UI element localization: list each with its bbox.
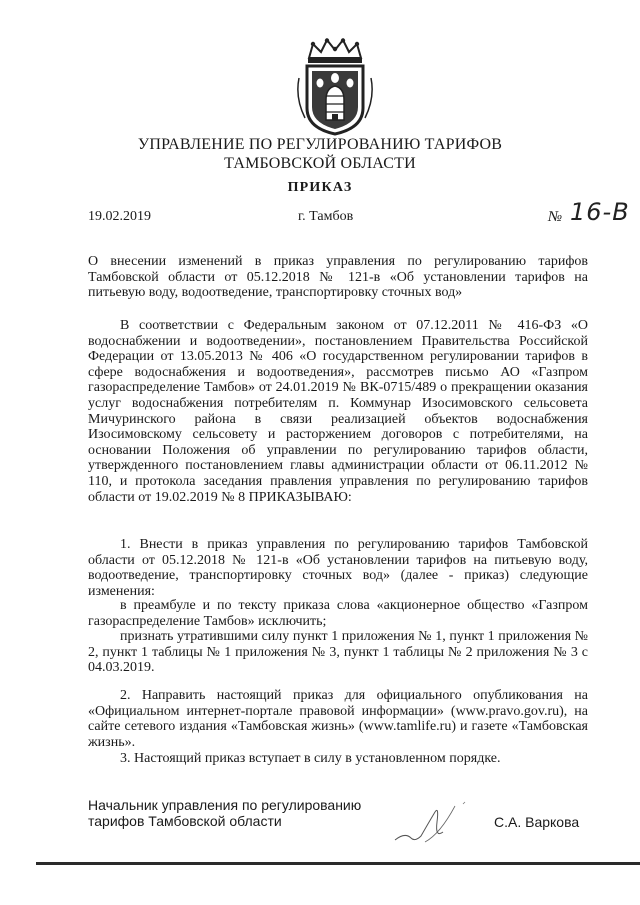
- handwritten-signature: [385, 792, 485, 852]
- preamble-paragraph: В соответствии с Федеральным законом от 07.12.2011 № 416-ФЗ «О водоснабжении и водоотведении», постановлением Правительства Российской Федерации от 13.05.2013 № 406 «О государственном регулировании тарифов в сфере водоснабжения и водоотведения», рассмотрев письмо АО «Газпром газораспределение Тамбов» от 24.01.2019 № ВК-0715/489 о прекращении оказания услуг водоснабжения потребителям п. Коммунар Изосимовского сельсовета Мичуринского района в связи реализацией объектов водоснабжения Изосимовскому сельсовету и расторжением договоров с потребителями, на основании Положения об управлении по регулированию тарифов области, утвержденного постановлением главы администрации области от 06.11.2012 № 110, и протокола заседания правления управления по регулированию тарифов области от 19.02.2019 № 8 ПРИКАЗЫВАЮ:: [88, 318, 588, 505]
- organization-name-line2: ТАМБОВСКОЙ ОБЛАСТИ: [224, 155, 416, 172]
- signatory-position-line1: Начальник управления по регулированию: [88, 797, 362, 813]
- document-subject: О внесении изменений в приказ управления по регулированию тарифов Тамбовской области от 05.12.2018 № 121-в «Об установлении тарифов на питьевую воду, водоотведение, транспортировку сточных вод»: [88, 254, 588, 301]
- document-date: 19.02.2019: [88, 209, 151, 224]
- order-item-2: 2. Направить настоящий приказ для официального опубликования на «Официальном интернет-портале правовой информации» (www.pravo.gov.ru), на сайте сетевого издания «Тамбовская жизнь» (www.tamlife.ru) и газете «Тамбовская жизнь».: [88, 688, 588, 750]
- coat-of-arms-emblem: [295, 38, 375, 136]
- order-item-1: 1. Внести в приказ управления по регулированию тарифов Тамбовской области от 05.12.2018 № 121-в «Об установлении тарифов на питьевую воду, водоотведение, транспортировку сточных вод» (далее - приказ) следующие изменения:: [88, 537, 588, 599]
- page-bottom-rule: [36, 862, 640, 865]
- order-item-1a: в преамбуле и по тексту приказа слова «акционерное общество «Газпром газораспределение Тамбов» исключить;: [88, 598, 588, 629]
- document-number-handwritten: 16-В: [570, 198, 630, 226]
- signatory-name: С.А. Варкова: [494, 814, 580, 830]
- order-item-3: 3. Настоящий приказ вступает в силу в установленном порядке.: [120, 751, 501, 766]
- signatory-position: [88, 798, 368, 829]
- organization-name-line1: УПРАВЛЕНИЕ ПО РЕГУЛИРОВАНИЮ ТАРИФОВ: [137, 136, 503, 153]
- order-item-1b: признать утратившими силу пункт 1 приложения № 1, пункт 1 приложения № 2, пункт 1 таблицы № 1 приложения № 3, пункт 1 таблицы № 2 приложения № 3 с 04.03.2019.: [88, 629, 588, 676]
- document-type-title: ПРИКАЗ: [287, 180, 353, 195]
- number-sign: №: [548, 209, 563, 225]
- document-city: г. Тамбов: [298, 209, 354, 224]
- signatory-position-line2: тарифов Тамбовской области: [88, 812, 282, 829]
